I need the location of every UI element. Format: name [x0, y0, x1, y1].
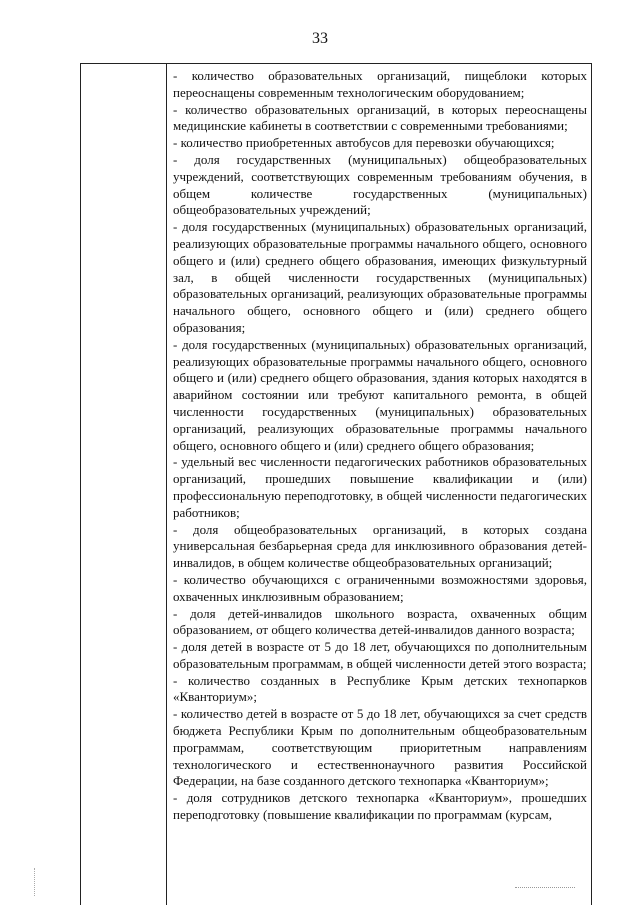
indicator-item: - количество обучающихся с ограниченными возможностями здоровья, охваченных инклюзивным образованием;	[173, 571, 587, 604]
scan-artifact	[515, 887, 575, 890]
indicator-item: - доля сотрудников детского технопарка «Кванториум», прошедших переподготовку (повышение квалификации по программам (курсам,	[173, 790, 587, 823]
page-number: 33	[312, 30, 328, 47]
indicator-item: - количество детей в возрасте от 5 до 18 лет, обучающихся за счет средств бюджета Республики Крым по дополнительным общеобразовательным программам, соответствующим приоритетным направлениям технологического и естественнонаучного развития Российской Федерации, на базе созданного детского технопарка «Кванториум»;	[173, 706, 587, 789]
indicator-item: - доля государственных (муниципальных) общеобразовательных учреждений, соответствующих современным требованиям обучения, в общем количестве государственных (муниципальных) общеобразовательных учреждений;	[173, 151, 587, 218]
indicator-item: - количество приобретенных автобусов для перевозки обучающихся;	[173, 135, 555, 151]
indicator-item: - количество образовательных организаций, в которых переоснащены медицинские кабинеты в соответствии с современными требованиями;	[173, 101, 587, 134]
indicator-item: - доля государственных (муниципальных) образовательных организаций, реализующих образовательные программы начального общего, основного общего и (или) среднего общего образования, здания которых находятся в аварийном состоянии или требуют капитального ремонта, в общей численности государственных (муниципальных) образовательных организаций, реализующих образовательные программы начального общего, основного общего и (или) среднего общего образования;	[173, 336, 587, 453]
indicator-item: - доля общеобразовательных организаций, в которых создана универсальная безбарьерная среда для инклюзивного образования детей-инвалидов, в общем количестве общеобразовательных организаций;	[173, 521, 587, 571]
indicator-item: - доля государственных (муниципальных) образовательных организаций, реализующих образовательные программы начального общего, основного общего и (или) среднего общего образования, имеющих физкультурный зал, в общей численности государственных (муниципальных) образовательных организаций, реализующих образовательные программы начального общего, основного общего и (или) среднего общего образования;	[173, 219, 587, 335]
indicator-item: - количество образовательных организаций, пищеблоки которых переоснащены современным технологическим оборудованием;	[173, 68, 587, 100]
indicator-item: - доля детей в возрасте от 5 до 18 лет, обучающихся по дополнительным образовательным программам, в общей численности детей этого возраста;	[173, 639, 587, 671]
indicator-item: - доля детей-инвалидов школьного возраста, охваченных общим образованием, от общего количества детей-инвалидов данного возраста;	[173, 605, 587, 638]
indicator-item: - количество созданных в Республике Крым детских технопарков «Кванториум»;	[173, 672, 587, 705]
scan-artifact	[34, 868, 41, 896]
table-left-column	[81, 64, 167, 905]
document-table	[80, 63, 592, 905]
table-right-column	[173, 68, 587, 824]
indicator-item: - удельный вес численности педагогических работников образовательных организаций, прошедших повышение квалификации и (или) профессиональную переподготовку, в общей численности педагогических работников;	[173, 454, 587, 520]
